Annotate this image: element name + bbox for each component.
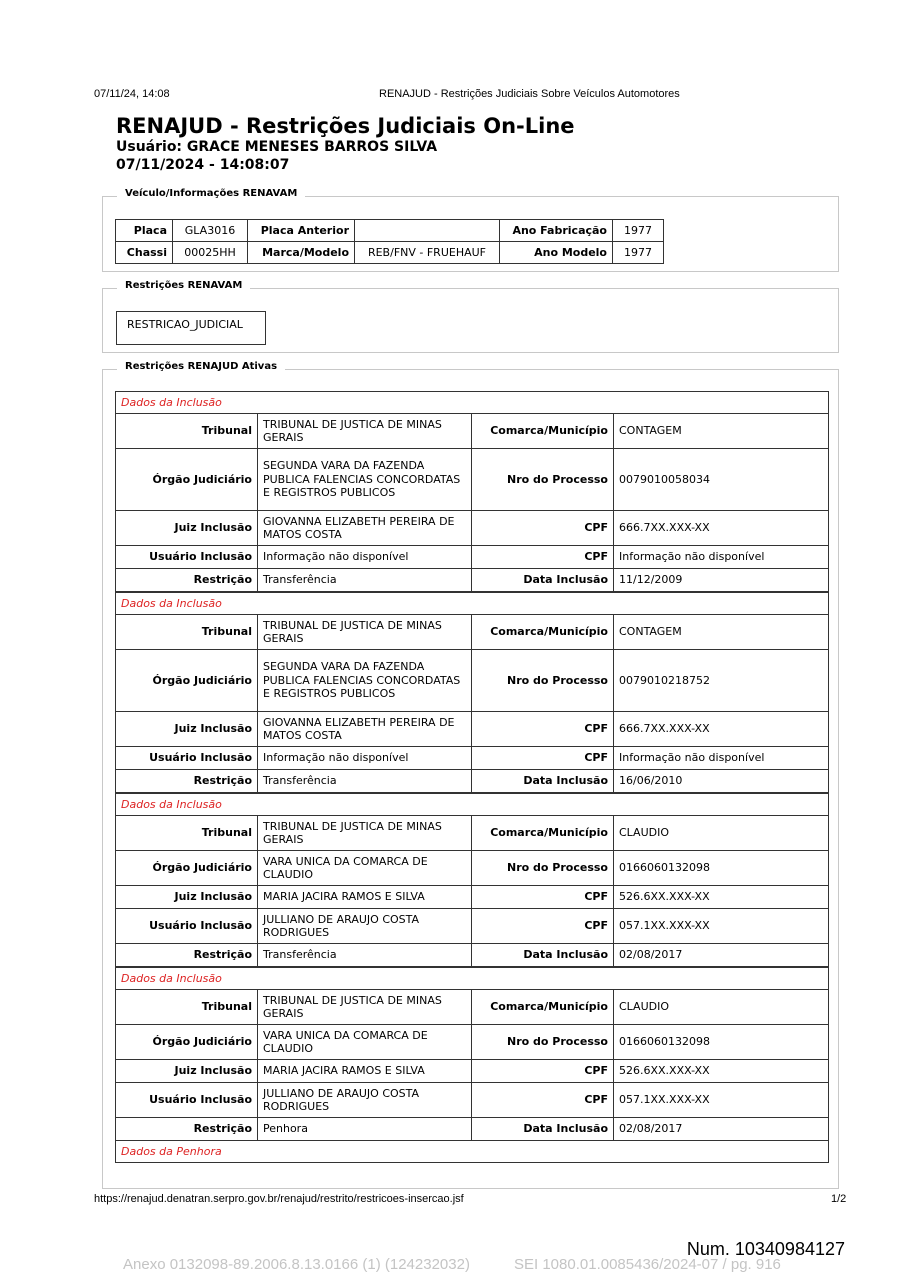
tribunal-label: Tribunal xyxy=(116,990,258,1025)
restriction-row-juiz xyxy=(116,886,829,909)
cpf-label: CPF xyxy=(472,511,614,546)
tribunal-label: Tribunal xyxy=(116,816,258,851)
tribunal-value: TRIBUNAL DE JUSTICA DE MINAS GERAIS xyxy=(258,990,472,1025)
restriction-row-orgao xyxy=(116,449,829,511)
marca-modelo-value: REB/FNV - FRUEHAUF xyxy=(355,242,500,264)
restriction-row-orgao xyxy=(116,650,829,712)
usuario_cpf-value: Informação não disponível xyxy=(614,546,829,569)
section-header xyxy=(116,793,829,816)
juiz_cpf-value: 666.7XX.XXX-XX xyxy=(614,511,829,546)
processo-value: 0166060132098 xyxy=(614,851,829,886)
orgao-label: Órgão Judiciário xyxy=(116,1025,258,1060)
data-value: 02/08/2017 xyxy=(614,944,829,968)
juiz_cpf-value: 666.7XX.XXX-XX xyxy=(614,712,829,747)
tribunal-label: Tribunal xyxy=(116,414,258,449)
restriction-row-juiz xyxy=(116,1060,829,1083)
comarca-value: CLAUDIO xyxy=(614,816,829,851)
penhora-section-header xyxy=(116,1141,829,1163)
renavam-restriction: RESTRICAO_JUDICIAL xyxy=(116,311,266,345)
juiz-label: Juiz Inclusão xyxy=(116,712,258,747)
print-header-date: 07/11/24, 14:08 xyxy=(94,88,170,100)
restriction-row-juiz xyxy=(116,712,829,747)
chassi-value: 00025HH xyxy=(173,242,248,264)
usuario-value: JULLIANO DE ARAUJO COSTA RODRIGUES xyxy=(258,1083,472,1118)
cpf-label: CPF xyxy=(472,1060,614,1083)
usuario_cpf-value: Informação não disponível xyxy=(614,747,829,770)
usuario_cpf-value: 057.1XX.XXX-XX xyxy=(614,1083,829,1118)
datetime-line: 07/11/2024 - 14:08:07 xyxy=(116,157,290,173)
page-title: RENAJUD - Restrições Judiciais On-Line xyxy=(116,114,575,138)
restriction-row-restricao xyxy=(116,770,829,794)
renajud-table xyxy=(115,391,829,1163)
data-value: 11/12/2009 xyxy=(614,569,829,593)
restricao-value: Transferência xyxy=(258,944,472,968)
comarca-value: CONTAGEM xyxy=(614,615,829,650)
orgao-label: Órgão Judiciário xyxy=(116,449,258,511)
placa-value: GLA3016 xyxy=(173,220,248,242)
data-label: Data Inclusão xyxy=(472,944,614,968)
footer-page: 1/2 xyxy=(831,1193,847,1205)
juiz_cpf-value: 526.6XX.XXX-XX xyxy=(614,886,829,909)
usuario-value: Informação não disponível xyxy=(258,546,472,569)
placa-label: Placa xyxy=(116,220,173,242)
restricao-value: Transferência xyxy=(258,770,472,794)
penhora-section-title: Dados da Penhora xyxy=(116,1141,829,1163)
comarca-label: Comarca/Município xyxy=(472,615,614,650)
chassi-label: Chassi xyxy=(116,242,173,264)
vehicle-row-2 xyxy=(116,242,664,264)
section-title: Dados da Inclusão xyxy=(116,793,829,816)
comarca-label: Comarca/Município xyxy=(472,990,614,1025)
processo-value: 0079010218752 xyxy=(614,650,829,712)
usuario-label: Usuário Inclusão xyxy=(116,1083,258,1118)
juiz_cpf-value: 526.6XX.XXX-XX xyxy=(614,1060,829,1083)
restricao-label: Restrição xyxy=(116,770,258,794)
comarca-label: Comarca/Município xyxy=(472,414,614,449)
processo-label: Nro do Processo xyxy=(472,650,614,712)
data-label: Data Inclusão xyxy=(472,569,614,593)
restriction-row-usuario xyxy=(116,1083,829,1118)
ano-modelo-label: Ano Modelo xyxy=(500,242,613,264)
tribunal-value: TRIBUNAL DE JUSTICA DE MINAS GERAIS xyxy=(258,414,472,449)
comarca-value: CONTAGEM xyxy=(614,414,829,449)
ano-fabricacao-value: 1977 xyxy=(613,220,664,242)
sei-watermark: SEI 1080.01.0085436/2024-07 / pg. 916 xyxy=(514,1256,781,1273)
document-number: Num. 10340984127 xyxy=(686,1239,845,1259)
data-label: Data Inclusão xyxy=(472,770,614,794)
cpf-label: CPF xyxy=(472,747,614,770)
comarca-value: CLAUDIO xyxy=(614,990,829,1025)
restriction-row-usuario xyxy=(116,747,829,770)
cpf-label: CPF xyxy=(472,546,614,569)
section-header xyxy=(116,592,829,615)
data-value: 02/08/2017 xyxy=(614,1118,829,1141)
restriction-row-usuario xyxy=(116,546,829,569)
processo-value: 0166060132098 xyxy=(614,1025,829,1060)
tribunal-label: Tribunal xyxy=(116,615,258,650)
restriction-row-orgao xyxy=(116,851,829,886)
restriction-row-restricao xyxy=(116,569,829,593)
restriction-row-tribunal xyxy=(116,615,829,650)
restriction-row-usuario xyxy=(116,909,829,944)
juiz-value: MARIA JACIRA RAMOS E SILVA xyxy=(258,886,472,909)
tribunal-value: TRIBUNAL DE JUSTICA DE MINAS GERAIS xyxy=(258,816,472,851)
restricao-label: Restrição xyxy=(116,1118,258,1141)
vehicle-row-1 xyxy=(116,220,664,242)
juiz-label: Juiz Inclusão xyxy=(116,511,258,546)
cpf-label: CPF xyxy=(472,712,614,747)
restriction-row-restricao xyxy=(116,1118,829,1141)
orgao-value: SEGUNDA VARA DA FAZENDA PUBLICA FALENCIAS CONCORDATAS E REGISTROS PUBLICOS xyxy=(258,650,472,712)
usuario_cpf-value: 057.1XX.XXX-XX xyxy=(614,909,829,944)
cpf-label: CPF xyxy=(472,909,614,944)
restriction-row-orgao xyxy=(116,1025,829,1060)
orgao-value: SEGUNDA VARA DA FAZENDA PUBLICA FALENCIAS CONCORDATAS E REGISTROS PUBLICOS xyxy=(258,449,472,511)
restriction-row-restricao xyxy=(116,944,829,968)
usuario-value: Informação não disponível xyxy=(258,747,472,770)
usuario-label: Usuário Inclusão xyxy=(116,546,258,569)
cpf-label: CPF xyxy=(472,1083,614,1118)
tribunal-value: TRIBUNAL DE JUSTICA DE MINAS GERAIS xyxy=(258,615,472,650)
placa-anterior-label: Placa Anterior xyxy=(248,220,355,242)
restriction-row-juiz xyxy=(116,511,829,546)
restriction-row-tribunal xyxy=(116,414,829,449)
ano-modelo-value: 1977 xyxy=(613,242,664,264)
restriction-row-tribunal xyxy=(116,990,829,1025)
data-value: 16/06/2010 xyxy=(614,770,829,794)
usuario-value: JULLIANO DE ARAUJO COSTA RODRIGUES xyxy=(258,909,472,944)
data-label: Data Inclusão xyxy=(472,1118,614,1141)
section-title: Dados da Inclusão xyxy=(116,592,829,615)
section-title: Dados da Inclusão xyxy=(116,392,829,414)
footer-url: https://renajud.denatran.serpro.gov.br/renajud/restrito/restricoes-insercao.jsf xyxy=(94,1193,464,1205)
vehicle-fieldset xyxy=(102,188,839,272)
vehicle-legend: Veículo/Informações RENAVAM xyxy=(117,188,305,199)
processo-label: Nro do Processo xyxy=(472,851,614,886)
orgao-label: Órgão Judiciário xyxy=(116,650,258,712)
ano-fabricacao-label: Ano Fabricação xyxy=(500,220,613,242)
comarca-label: Comarca/Município xyxy=(472,816,614,851)
cpf-label: CPF xyxy=(472,886,614,909)
renavam-fieldset xyxy=(102,280,839,353)
processo-value: 0079010058034 xyxy=(614,449,829,511)
section-header xyxy=(116,392,829,414)
orgao-value: VARA UNICA DA COMARCA DE CLAUDIO xyxy=(258,851,472,886)
processo-label: Nro do Processo xyxy=(472,449,614,511)
placa-anterior-value xyxy=(355,220,500,242)
marca-modelo-label: Marca/Modelo xyxy=(248,242,355,264)
juiz-label: Juiz Inclusão xyxy=(116,886,258,909)
restricao-label: Restrição xyxy=(116,944,258,968)
restricao-label: Restrição xyxy=(116,569,258,593)
juiz-value: GIOVANNA ELIZABETH PEREIRA DE MATOS COSTA xyxy=(258,712,472,747)
juiz-value: MARIA JACIRA RAMOS E SILVA xyxy=(258,1060,472,1083)
orgao-label: Órgão Judiciário xyxy=(116,851,258,886)
juiz-value: GIOVANNA ELIZABETH PEREIRA DE MATOS COSTA xyxy=(258,511,472,546)
vehicle-table xyxy=(115,219,664,264)
usuario-label: Usuário Inclusão xyxy=(116,747,258,770)
renajud-legend: Restrições RENAJUD Ativas xyxy=(117,361,285,372)
processo-label: Nro do Processo xyxy=(472,1025,614,1060)
juiz-label: Juiz Inclusão xyxy=(116,1060,258,1083)
usuario-label: Usuário Inclusão xyxy=(116,909,258,944)
section-header xyxy=(116,967,829,990)
user-line: Usuário: GRACE MENESES BARROS SILVA xyxy=(116,139,438,155)
renajud-fieldset xyxy=(102,361,839,1189)
print-header-title: RENAJUD - Restrições Judiciais Sobre Veículos Automotores xyxy=(379,88,680,100)
annex-watermark: Anexo 0132098-89.2006.8.13.0166 (1) (124232032) xyxy=(123,1256,470,1273)
orgao-value: VARA UNICA DA COMARCA DE CLAUDIO xyxy=(258,1025,472,1060)
restricao-value: Penhora xyxy=(258,1118,472,1141)
section-title: Dados da Inclusão xyxy=(116,967,829,990)
renavam-legend: Restrições RENAVAM xyxy=(117,280,250,291)
restricao-value: Transferência xyxy=(258,569,472,593)
restriction-row-tribunal xyxy=(116,816,829,851)
